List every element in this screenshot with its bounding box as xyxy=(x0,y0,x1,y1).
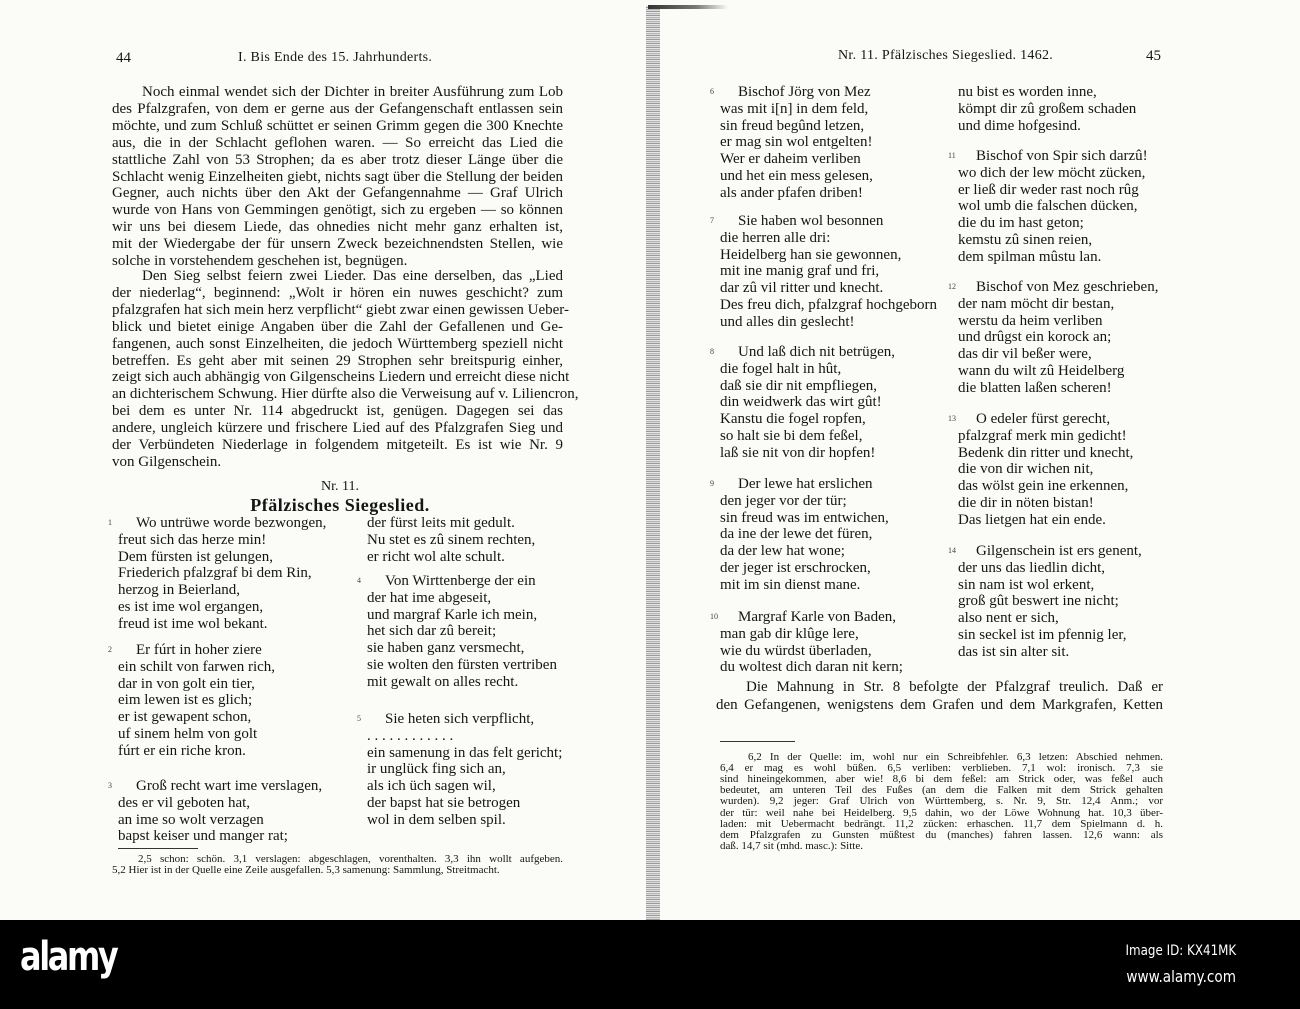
poem-line: Das lietgen hat ein ende. xyxy=(958,511,1106,528)
poem-line: und dime hofgesind. xyxy=(958,117,1081,134)
poem-line: des er vil geboten hat, xyxy=(118,794,251,811)
paragraph-line: Die Mahnung in Str. 8 befolgte der Pfalzgraf treulich. Daß er xyxy=(746,679,1163,695)
poem-line: und het ein mess gelesen, xyxy=(720,167,873,184)
footnote-line: 6,4 er mag es wohl büßen. 6,5 verliben: verblieben. 7,1 wol: ironisch. 7,3 sie xyxy=(720,762,1163,775)
footnote-line: der tür: weil nahe bei Heidelberg. 9,5 dahin, wo der Löwe Wohnung hat. 10,3 über- xyxy=(720,806,1163,819)
poem-line: fúrt er ein riche kron. xyxy=(118,742,246,759)
poem-line: laß sie nit von dir hopfen! xyxy=(720,444,876,461)
poem-line: freud ist ime wol bekant. xyxy=(118,615,268,632)
stanza-number: 5 xyxy=(357,714,361,723)
paragraph-line: zeigt sich auch abhängig von Gilgenscheins Liedern und erreicht diese nicht xyxy=(112,369,570,386)
poem-line: und alles din geslecht! xyxy=(720,313,855,330)
poem-line: das ist sin alter sit. xyxy=(958,643,1070,660)
running-head-left: I. Bis Ende des 15. Jahrhunderts. xyxy=(238,50,433,65)
footnote-line: wurden). 9,2 jeger: Graf Ulrich von Württemberg, s. Nr. 9, Str. 12,4 Anm.; vor xyxy=(720,795,1163,808)
poem-line: Bedenk din ritter und knecht, xyxy=(958,444,1134,461)
poem-line: mit gewalt on alles recht. xyxy=(367,673,519,690)
paragraph-line: blick und bietet einige Angaben über die Zahl der Gefallenen und Ge- xyxy=(112,318,563,335)
poem-line: O edeler fürst gerecht, xyxy=(976,411,1111,427)
paragraph-line: möchte, und zum Schluß schüttet er seinen Grimm gegen die 300 Knechte xyxy=(112,117,563,134)
stanza xyxy=(710,476,889,594)
paragraph-line: andere, ungleich kürzere und frischere Lied auf des Pfalzgrafen Sieg und xyxy=(112,420,563,437)
poem-line: het sich dar zû bereit; xyxy=(367,623,497,640)
page-number-right: 45 xyxy=(1146,48,1161,64)
poem-line: Friederich pfalzgraf bi dem Rin, xyxy=(118,565,312,582)
poem-line: die herren alle dri: xyxy=(720,229,831,246)
stanza-number: 9 xyxy=(710,479,714,488)
poem-line: ir unglück fing sich an, xyxy=(367,761,506,778)
poem-line: wie du würdst überladen, xyxy=(720,642,872,659)
poem-line: wol umb die falschen dücken, xyxy=(958,198,1138,215)
poem-line: herzog in Beierland, xyxy=(118,582,241,599)
poem-line: der uns das liedlin dicht, xyxy=(958,559,1106,576)
poem-line: eim lewen ist es glich; xyxy=(118,692,253,709)
poem-line: und margraf Karle ich mein, xyxy=(367,606,538,623)
stanza xyxy=(710,84,873,202)
stanza-number: 6 xyxy=(710,87,714,96)
poem-line: . . . . . . . . . . . . xyxy=(367,727,454,744)
stanza-number: 13 xyxy=(948,414,956,423)
poem-line: er richt wol alte schult. xyxy=(367,548,505,565)
stanza xyxy=(710,344,896,462)
poem-line: din weidwerk das wirt gût! xyxy=(720,394,882,411)
poem-line: Des freu dich, pfalzgraf hochgeborn xyxy=(720,296,937,313)
stanza xyxy=(958,84,1136,134)
poem-line: die fogel halt in hût, xyxy=(720,360,842,377)
poem-line: sie wolten den fürsten vertriben xyxy=(367,656,557,673)
poem-line: Margraf Karle von Baden, xyxy=(738,609,896,625)
stanza xyxy=(108,642,276,760)
paragraph-line: Schlacht wenig Einzelheiten giebt, nichts sagt über die Stellung der beiden xyxy=(112,168,563,185)
stanza xyxy=(108,778,323,845)
poem-line: er ist gewapent schon, xyxy=(118,709,252,726)
footnote-line: dem Pfalzgrafen zu Gunsten müßtest du (manches) fahren lassen. 12,6 wann: als xyxy=(720,828,1163,841)
poem-line: sin nam ist wol erkent, xyxy=(958,576,1095,593)
poem-line: da ine der lewe det füren, xyxy=(720,526,873,543)
paragraph-line: fangenen, auch sonst Einzelheiten, die jedoch Württemberg speziell nicht xyxy=(112,335,563,352)
poem-line: Nu stet es zû sinem rechten, xyxy=(367,531,536,548)
paragraph-line: solche in vorstehendem geschehen ist, begnügen. xyxy=(112,253,408,269)
stanza xyxy=(710,609,903,676)
paragraph-line: der Verbündeten Niederlage in folgendem mitgeteilt. Es ist wie Nr. 9 xyxy=(112,437,563,453)
poem-line: die dir in nöten bistan! xyxy=(958,494,1094,511)
poem-line: als ich üch sagen wil, xyxy=(367,778,496,795)
page-edge xyxy=(648,5,728,9)
poem-line: dem spilman mûstu lan. xyxy=(958,248,1102,265)
paragraph-line: aus, die in der Schlacht geflohen waren. — So erreicht das Lied die xyxy=(112,134,563,151)
stanza-number: 2 xyxy=(108,645,112,654)
footnote-line: 2,5 schon: schön. 3,1 verslagen: abgeschlagen, vorenthalten. 3,3 ihn wollt aufgeben. xyxy=(138,853,563,865)
stanza-number: 14 xyxy=(948,546,956,555)
poem-line: sie haben ganz versmecht, xyxy=(367,640,525,657)
paragraph-line: mit der Wiedergabe der für unsern Zweck bezeichnendsten Stellen, wie xyxy=(112,236,563,253)
poem-line: du woltest dich daran nit kern; xyxy=(720,659,903,676)
stanza-number: 7 xyxy=(710,216,714,225)
poem-line: werstu da heim verliben xyxy=(958,312,1103,329)
song-number: Nr. 11. xyxy=(321,479,359,494)
poem-line: mit im sin dienst mane. xyxy=(720,576,861,593)
paragraph-line: Noch einmal wendet sich der Dichter in breiter Ausführung zum Lob xyxy=(142,84,563,100)
stanza-number: 12 xyxy=(948,282,956,291)
poem-line: der fürst leits mit gedult. xyxy=(367,515,515,531)
paragraph-line: der niederlag“, beginnend: „Wolt ir hören ein nuwes geschicht? zum xyxy=(112,284,563,301)
paragraph-line: wurde von Hans von Gemmingen genötigt, sich zu ergeben — so können xyxy=(112,202,563,219)
site-url: www.alamy.com xyxy=(1126,967,1236,986)
paragraph-line: den Gefangenen, wenigstens dem Grafen und dem Markgrafen, Ketten xyxy=(716,697,1163,713)
poem-line: wann du wilt zû Heidelberg xyxy=(958,362,1125,379)
paragraph-line: wir uns bei diesem Liede, das ohnedies nicht mehr ganz erhalten ist, xyxy=(112,219,563,236)
poem-line: also nent er sich, xyxy=(958,610,1059,627)
poem-line: ein samenung in das felt gericht; xyxy=(367,744,563,761)
paragraph-line: des Pfalzgrafen, von dem er gerne aus der Gefangenschaft entlassen sein xyxy=(112,100,563,117)
poem-line: das dir vil beßer were, xyxy=(958,346,1092,363)
poem-line: Bischof Jörg von Mez xyxy=(738,84,871,100)
poem-line: Er fúrt in hoher ziere xyxy=(136,642,262,658)
poem-line: pfalzgraf merk min gedicht! xyxy=(958,427,1127,444)
stanza xyxy=(948,148,1148,266)
paragraph-line: bei dem es unter Nr. 114 abgedruckt ist, genügen. Dagegen sei das xyxy=(112,403,563,420)
poem-line: freut sich das herze min! xyxy=(118,531,267,548)
stanza xyxy=(367,515,535,565)
footnote-line: laden: mit Uebermacht bedrängt. 11,2 zücken: erhaschen. 11,7 dem Spielmann d. h. xyxy=(720,817,1163,830)
watermark-banner xyxy=(0,920,1300,1009)
stanza xyxy=(357,711,563,829)
poem-line: wol in dem selben spil. xyxy=(367,811,506,828)
poem-line: Der lewe hat erslichen xyxy=(738,476,873,492)
page-number-left: 44 xyxy=(116,50,131,66)
poem-line: die von dir wichen nit, xyxy=(958,461,1094,478)
poem-line: so halt sie bi dem feßel, xyxy=(720,427,863,444)
poem-line: der jeger ist erschrocken, xyxy=(720,559,871,576)
paragraph-line: Gegner, auch nichts über den Akt der Gefangennahme — Graf Ulrich xyxy=(112,185,563,202)
running-head-right: Nr. 11. Pfälzisches Siegeslied. 1462. xyxy=(838,48,1054,63)
footnote-rule xyxy=(118,848,198,849)
footnote-line: 6,2 In der Quelle: im, wohl nur ein Schreibfehler. 6,3 letzen: Abschied nehmen. xyxy=(748,751,1163,763)
footnote-rule xyxy=(720,741,795,742)
paragraph-line: an dichterischem Schwung. Hier dürfte also die Verweisung auf v. Liliencron, xyxy=(112,386,579,403)
poem-line: dar in von golt ein tier, xyxy=(118,675,255,692)
paragraph-line: Den Sieg selbst feiern zwei Lieder. Das eine derselben, das „Lied xyxy=(142,268,563,284)
poem-line: als ander pfafen driben! xyxy=(720,184,863,201)
poem-line: was mit i[n] in dem feld, xyxy=(720,100,869,117)
poem-line: Gilgenschein ist ers genent, xyxy=(976,543,1142,559)
poem-line: die blatten laßen scheren! xyxy=(958,379,1112,396)
stanza xyxy=(108,515,327,633)
poem-line: kömpt dir zû großem schaden xyxy=(958,100,1137,117)
stanza xyxy=(710,213,937,331)
poem-line: bapst keiser und manger rat; xyxy=(118,828,288,845)
poem-line: an ime so wolt verzagen xyxy=(118,811,264,828)
poem-line: uf sinem helm von golt xyxy=(118,725,258,742)
poem-line: Und laß dich nit betrügen, xyxy=(738,344,896,360)
footnote-line: bedeutet, am unteren Teil des Fußes (an dem die Falken mit dem Strick gehalten xyxy=(720,784,1163,797)
song-title: Pfälzisches Siegeslied. xyxy=(250,495,430,515)
poem-line: den jeger vor der tür; xyxy=(720,492,847,509)
stanza xyxy=(948,411,1134,529)
alamy-logo: alamy xyxy=(20,934,117,980)
poem-line: der nam möcht dir bestan, xyxy=(958,295,1115,312)
poem-line: das wölst gein ine erkennen, xyxy=(958,478,1129,495)
poem-line: er ließ dir weder rast noch rûg xyxy=(958,181,1139,198)
poem-line: Wer er daheim verliben xyxy=(720,151,861,168)
poem-line: Groß recht wart ime verslagen, xyxy=(136,778,323,794)
footnote-line: 5,2 Hier ist in der Quelle eine Zeile ausgefallen. 5,3 samenung: Sammlung, Streitmacht. xyxy=(112,864,500,876)
poem-line: Sie haben wol besonnen xyxy=(738,213,884,229)
poem-line: Wo untrüwe worde bezwongen, xyxy=(136,515,327,531)
poem-line: es ist ime wol ergangen, xyxy=(118,598,264,615)
stanza-number: 4 xyxy=(357,576,361,585)
poem-line: man gab dir klûge lere, xyxy=(720,625,859,642)
paragraph-line: betreffen. Es geht aber mit seinen 29 Strophen sehr breitspurig einher, xyxy=(112,352,563,369)
poem-line: nu bist es worden inne, xyxy=(958,84,1097,100)
footnote-line: sind hineingekommen, aber wie! 8,6 bi dem feßel: am Strick oder, was feßel auch xyxy=(720,773,1163,786)
poem-line: Heidelberg han sie gewonnen, xyxy=(720,246,902,263)
poem-line: Bischof von Spir sich darzû! xyxy=(976,148,1148,164)
poem-line: wo dich der lew möcht zücken, xyxy=(958,164,1146,181)
poem-line: dar zû vil ritter und knecht. xyxy=(720,280,884,297)
footnote-line: daß. 14,7 sit (mhd. masc.): Sitte. xyxy=(720,839,863,852)
poem-line: sin seckel ist im pfennig ler, xyxy=(958,626,1127,643)
image-id: Image ID: KX41MK xyxy=(1125,943,1236,959)
poem-line: kemstu zû sinen reien, xyxy=(958,231,1093,248)
poem-line: und drûgst ein korock an; xyxy=(958,329,1112,346)
poem-line: ein schilt von farwen rich, xyxy=(118,658,276,675)
paragraph-line: von Gilgenschein. xyxy=(112,453,222,470)
poem-line: Sie heten sich verpflicht, xyxy=(385,711,535,727)
stanza-number: 1 xyxy=(108,518,112,527)
poem-line: die du im hast geton; xyxy=(958,215,1084,232)
poem-line: Kanstu die fogel ropfen, xyxy=(720,411,866,428)
poem-line: daß sie dir nit empfliegen, xyxy=(720,377,878,394)
poem-line: da der lew hat wone; xyxy=(720,543,845,560)
stanza xyxy=(357,573,557,691)
paragraph-line: pfalzgrafen hat sich mein herz verpflicht“ giebt zwar einen gewissen Ueber- xyxy=(112,301,569,318)
stanza-number: 10 xyxy=(710,612,718,621)
stanza-number: 3 xyxy=(108,781,112,790)
poem-line: sin freud was im entwichen, xyxy=(720,509,889,526)
poem-line: groß gût beswert ine nicht; xyxy=(958,593,1119,610)
book-gutter xyxy=(646,6,660,920)
stanza xyxy=(948,279,1159,397)
poem-line: Von Wirttenberge der ein xyxy=(385,573,536,589)
paragraph-line: stattliche Zahl von 53 Strophen; da es aber trotz dieser Länge über die xyxy=(112,151,563,168)
poem-line: der hat ime abgeseit, xyxy=(367,589,492,606)
poem-line: mit ine manig graf und fri, xyxy=(720,263,880,280)
stanza xyxy=(948,543,1142,661)
stanza-number: 8 xyxy=(710,347,714,356)
poem-line: sin freud begûnd letzen, xyxy=(720,117,865,134)
poem-line: Bischof von Mez geschrieben, xyxy=(976,279,1159,295)
poem-line: Dem fürsten ist gelungen, xyxy=(118,548,273,565)
poem-line: er mag sin wol entgelten! xyxy=(720,134,873,151)
stanza-number: 11 xyxy=(948,151,956,160)
poem-line: der bapst hat sie betrogen xyxy=(367,794,521,811)
